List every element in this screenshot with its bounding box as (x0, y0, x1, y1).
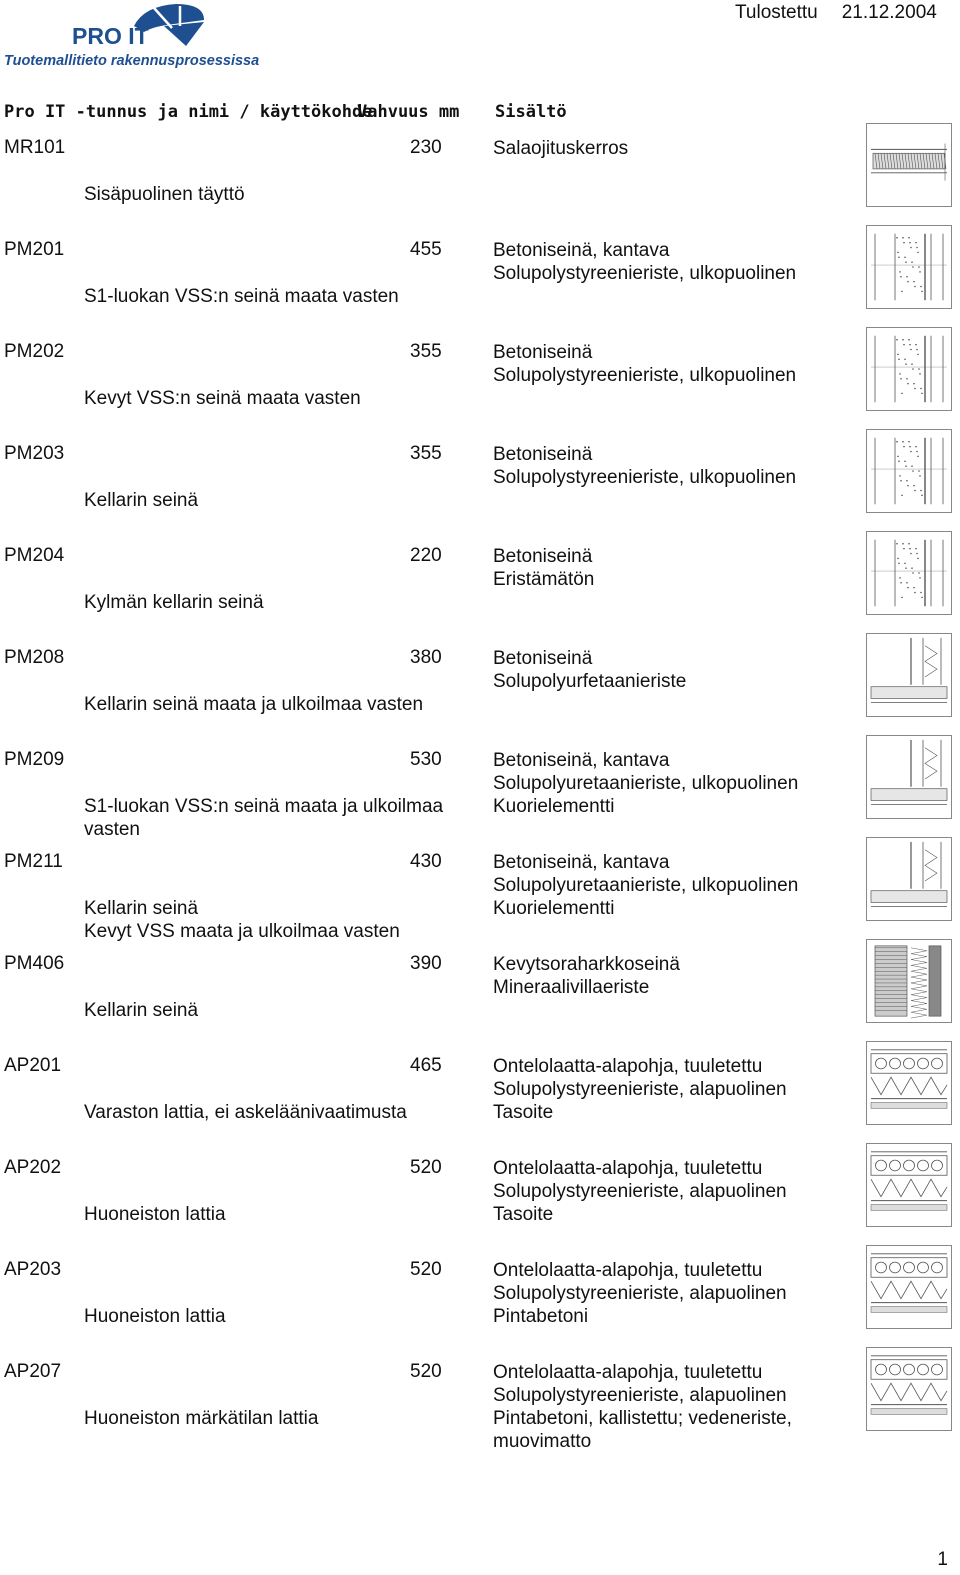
structure-name-line: S1-luokan VSS:n seinä maata vasten (84, 286, 399, 307)
table-row (0, 1259, 960, 1361)
printed-label: Tulostettu (735, 2, 818, 23)
structure-name-line: Kevyt VSS:n seinä maata vasten (84, 388, 361, 409)
content-line: Betoniseinä, kantava (493, 852, 670, 873)
content-line: Solupolystyreenieriste, ulkopuolinen (493, 467, 797, 488)
wall-footing-icon (866, 735, 952, 819)
structure-code: PM202 (4, 341, 65, 362)
structure-name-line: Huoneiston lattia (84, 1204, 226, 1225)
content-line: Solupolystyreenieriste, ulkopuolinen (493, 263, 797, 284)
content-line: Ontelolaatta-alapohja, tuuletettu (493, 1260, 763, 1281)
table-row (0, 851, 960, 953)
structure-code: PM208 (4, 647, 65, 668)
content-line: Solupolystyreenieriste, alapuolinen (493, 1385, 787, 1406)
structure-content (493, 239, 853, 285)
structure-thickness: 220 (410, 545, 442, 566)
structure-name (84, 1101, 444, 1124)
content-line: Kuorielementti (493, 796, 615, 817)
structure-content (493, 545, 853, 591)
structure-thickness: 465 (410, 1055, 442, 1076)
structure-code: AP201 (4, 1055, 62, 1076)
content-line: Ontelolaatta-alapohja, tuuletettu (493, 1158, 763, 1179)
content-line: Betoniseinä (493, 342, 593, 363)
structure-name-line: Kellarin seinä (84, 898, 199, 919)
table-row (0, 239, 960, 341)
wall-footing-icon (866, 633, 952, 717)
structure-content (493, 1055, 853, 1124)
page-number: 1 (937, 1549, 948, 1570)
structure-thickness: 530 (410, 749, 442, 770)
structure-content (493, 1361, 853, 1453)
structure-thickness: 455 (410, 239, 442, 260)
structure-name-line: Huoneiston märkätilan lattia (84, 1408, 319, 1429)
structure-code: AP202 (4, 1157, 62, 1178)
structure-name-line: Kevyt VSS maata ja ulkoilmaa vasten (84, 921, 400, 942)
block-wall-icon (866, 939, 952, 1023)
structure-code: MR101 (4, 137, 66, 158)
structure-name (84, 183, 444, 206)
table-row (0, 1361, 960, 1463)
table-row (0, 1157, 960, 1259)
structure-name (84, 387, 444, 410)
content-line: Solupolystyreenieriste, ulkopuolinen (493, 365, 797, 386)
logo-text: PRO IT (72, 23, 149, 49)
content-line: Solupolystyreenieriste, alapuolinen (493, 1181, 787, 1202)
content-line: Solupolyuretaanieriste, ulkopuolinen (493, 875, 799, 896)
structure-name (84, 285, 444, 308)
content-line: Pintabetoni (493, 1306, 589, 1327)
content-line: Betoniseinä, kantava (493, 750, 670, 771)
printed-info (735, 2, 937, 24)
table-row (0, 137, 960, 239)
structure-name (84, 1305, 444, 1328)
table-row (0, 1055, 960, 1157)
structure-name-line: Kellarin seinä (84, 1000, 199, 1021)
structure-name (84, 489, 444, 512)
structure-content (493, 443, 853, 489)
table-row (0, 443, 960, 545)
structure-content (493, 1157, 853, 1226)
wall-section-icon (866, 327, 952, 411)
structure-name (84, 795, 444, 841)
printed-date: 21.12.2004 (841, 2, 937, 23)
content-line: Betoniseinä (493, 444, 593, 465)
structure-content (493, 851, 853, 920)
structure-content (493, 647, 853, 693)
structure-code: PM211 (4, 851, 63, 872)
structure-name (84, 693, 444, 716)
column-header-content: Sisältö (495, 102, 567, 122)
logo-graphic (4, 2, 274, 68)
structure-name-line: Sisäpuolinen täyttö (84, 184, 245, 205)
structure-name-line: Huoneiston lattia (84, 1306, 226, 1327)
drainage-layer-icon (866, 123, 952, 207)
content-line: Pintabetoni, kallistettu; vedeneriste, (493, 1408, 792, 1429)
logo-tagline: Tuotemallitieto rakennusprosessissa (4, 53, 260, 68)
hollow-slab-icon (866, 1347, 952, 1431)
content-line: Solupolystyreenieriste, alapuolinen (493, 1079, 787, 1100)
content-line: Tasoite (493, 1102, 554, 1123)
hollow-slab-icon (866, 1143, 952, 1227)
structure-code: PM209 (4, 749, 65, 770)
structure-content (493, 137, 853, 160)
content-line: Eristämätön (493, 569, 595, 590)
column-header-thickness: Vahvuus mm (357, 102, 460, 122)
structure-thickness: 230 (410, 137, 442, 158)
structure-content (493, 341, 853, 387)
structure-thickness: 520 (410, 1259, 442, 1280)
structure-code: PM201 (4, 239, 65, 260)
content-line: Solupolyurfetaanieriste (493, 671, 687, 692)
structure-code: AP203 (4, 1259, 62, 1280)
wall-section-icon (866, 429, 952, 513)
wall-footing-icon (866, 837, 952, 921)
content-line: Betoniseinä, kantava (493, 240, 670, 261)
content-line: Kuorielementti (493, 898, 615, 919)
content-line: Solupolyuretaanieriste, ulkopuolinen (493, 773, 799, 794)
structure-name (84, 1407, 444, 1430)
content-line: Ontelolaatta-alapohja, tuuletettu (493, 1056, 763, 1077)
structure-thickness: 520 (410, 1157, 442, 1178)
table-row (0, 953, 960, 1055)
structure-name (84, 999, 444, 1022)
structure-name-line: Kellarin seinä maata ja ulkoilmaa vasten (84, 694, 424, 715)
structure-thickness: 390 (410, 953, 442, 974)
structure-thickness: 380 (410, 647, 442, 668)
structure-name-line: Varaston lattia, ei askeläänivaatimusta (84, 1102, 407, 1123)
content-line: Salaojituskerros (493, 138, 629, 159)
structure-code: PM406 (4, 953, 65, 974)
wall-section-icon (866, 531, 952, 615)
structure-content (493, 749, 853, 818)
structure-thickness: 355 (410, 341, 442, 362)
content-line: Solupolystyreenieriste, alapuolinen (493, 1283, 787, 1304)
hollow-slab-icon (866, 1245, 952, 1329)
hollow-slab-icon (866, 1041, 952, 1125)
structure-content (493, 1259, 853, 1328)
structure-name (84, 897, 444, 943)
content-line: muovimatto (493, 1431, 592, 1452)
structure-name-line: S1-luokan VSS:n seinä maata ja ulkoilmaa vasten (84, 796, 444, 840)
table-row (0, 647, 960, 749)
content-line: Betoniseinä (493, 648, 593, 669)
structure-name (84, 591, 444, 614)
pro-it-logo (4, 2, 274, 68)
structure-code: PM203 (4, 443, 65, 464)
table-row (0, 749, 960, 851)
structure-thickness: 520 (410, 1361, 442, 1382)
structure-code: AP207 (4, 1361, 62, 1382)
content-line: Ontelolaatta-alapohja, tuuletettu (493, 1362, 763, 1383)
structure-name (84, 1203, 444, 1226)
table-row (0, 341, 960, 443)
content-line: Kevytsoraharkkoseinä (493, 954, 680, 975)
structure-content (493, 953, 853, 999)
content-line: Betoniseinä (493, 546, 593, 567)
wall-section-icon (866, 225, 952, 309)
content-line: Tasoite (493, 1204, 554, 1225)
column-header-id: Pro IT -tunnus ja nimi / käyttökohde (4, 102, 373, 122)
structure-name-line: Kellarin seinä (84, 490, 199, 511)
structure-thickness: 355 (410, 443, 442, 464)
table-row (0, 545, 960, 647)
structure-code: PM204 (4, 545, 65, 566)
structure-thickness: 430 (410, 851, 442, 872)
content-line: Mineraalivillaeriste (493, 977, 650, 998)
structure-name-line: Kylmän kellarin seinä (84, 592, 264, 613)
